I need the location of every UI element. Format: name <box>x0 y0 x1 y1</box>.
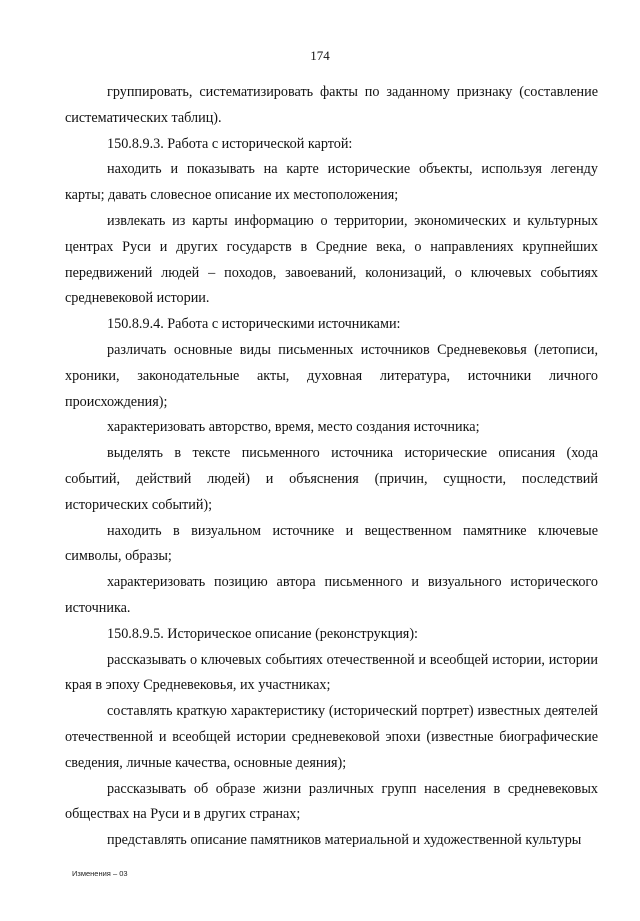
paragraph-3: находить и показывать на карте исторические объекты, используя легенду карты; давать словесное описание их местоположения; <box>65 161 598 204</box>
page-number: 174 <box>310 48 330 63</box>
section-heading-150-8-9-4: 150.8.9.4. Работа с историческими источниками: <box>107 316 401 333</box>
paragraph-14: рассказывать об образе жизни различных групп населения в средневековых обществах на Руси и в других странах; <box>65 780 598 823</box>
paragraph-8: выделять в тексте письменного источника исторические описания (хода событий, действий людей) и объяснения (причин, сущности, последствий исторических событий); <box>65 445 598 513</box>
paragraph-4: извлекать из карты информацию о территории, экономических и культурных центрах Руси и других государств в Средние века, о направлениях крупнейших передвижений людей – походов, завоеваний, колонизаций, о ключевых событиях средневековой истории. <box>65 212 598 307</box>
paragraph-9: находить в визуальном источнике и вещественном памятнике ключевые символы, образы; <box>65 522 598 565</box>
page-content <box>65 80 598 854</box>
paragraph-13: составлять краткую характеристику (исторический портрет) известных деятелей отечественной и всеобщей истории средневековой эпохи (известные биографические сведения, личные качества, основные деяния); <box>65 703 598 771</box>
section-heading-150-8-9-3: 150.8.9.3. Работа с исторической картой: <box>107 135 353 152</box>
footer-revision-note: Изменения – 03 <box>72 869 128 878</box>
paragraph-10: характеризовать позицию автора письменного и визуального исторического источника. <box>65 574 598 616</box>
paragraph-15: представлять описание памятников материальной и художественной культуры <box>107 832 582 849</box>
paragraph-6: различать основные виды письменных источников Средневековья (летописи, хроники, законодательные акты, духовная литература, источники личного происхождения); <box>65 341 598 410</box>
paragraph-12: рассказывать о ключевых событиях отечественной и всеобщей истории, истории края в эпоху Средневековья, их участниках; <box>65 651 598 694</box>
paragraph-1: группировать, систематизировать факты по заданному признаку (составление систематических таблиц). <box>65 84 598 126</box>
paragraph-7: характеризовать авторство, время, место создания источника; <box>107 419 480 436</box>
section-heading-150-8-9-5: 150.8.9.5. Историческое описание (реконструкция): <box>107 625 418 642</box>
